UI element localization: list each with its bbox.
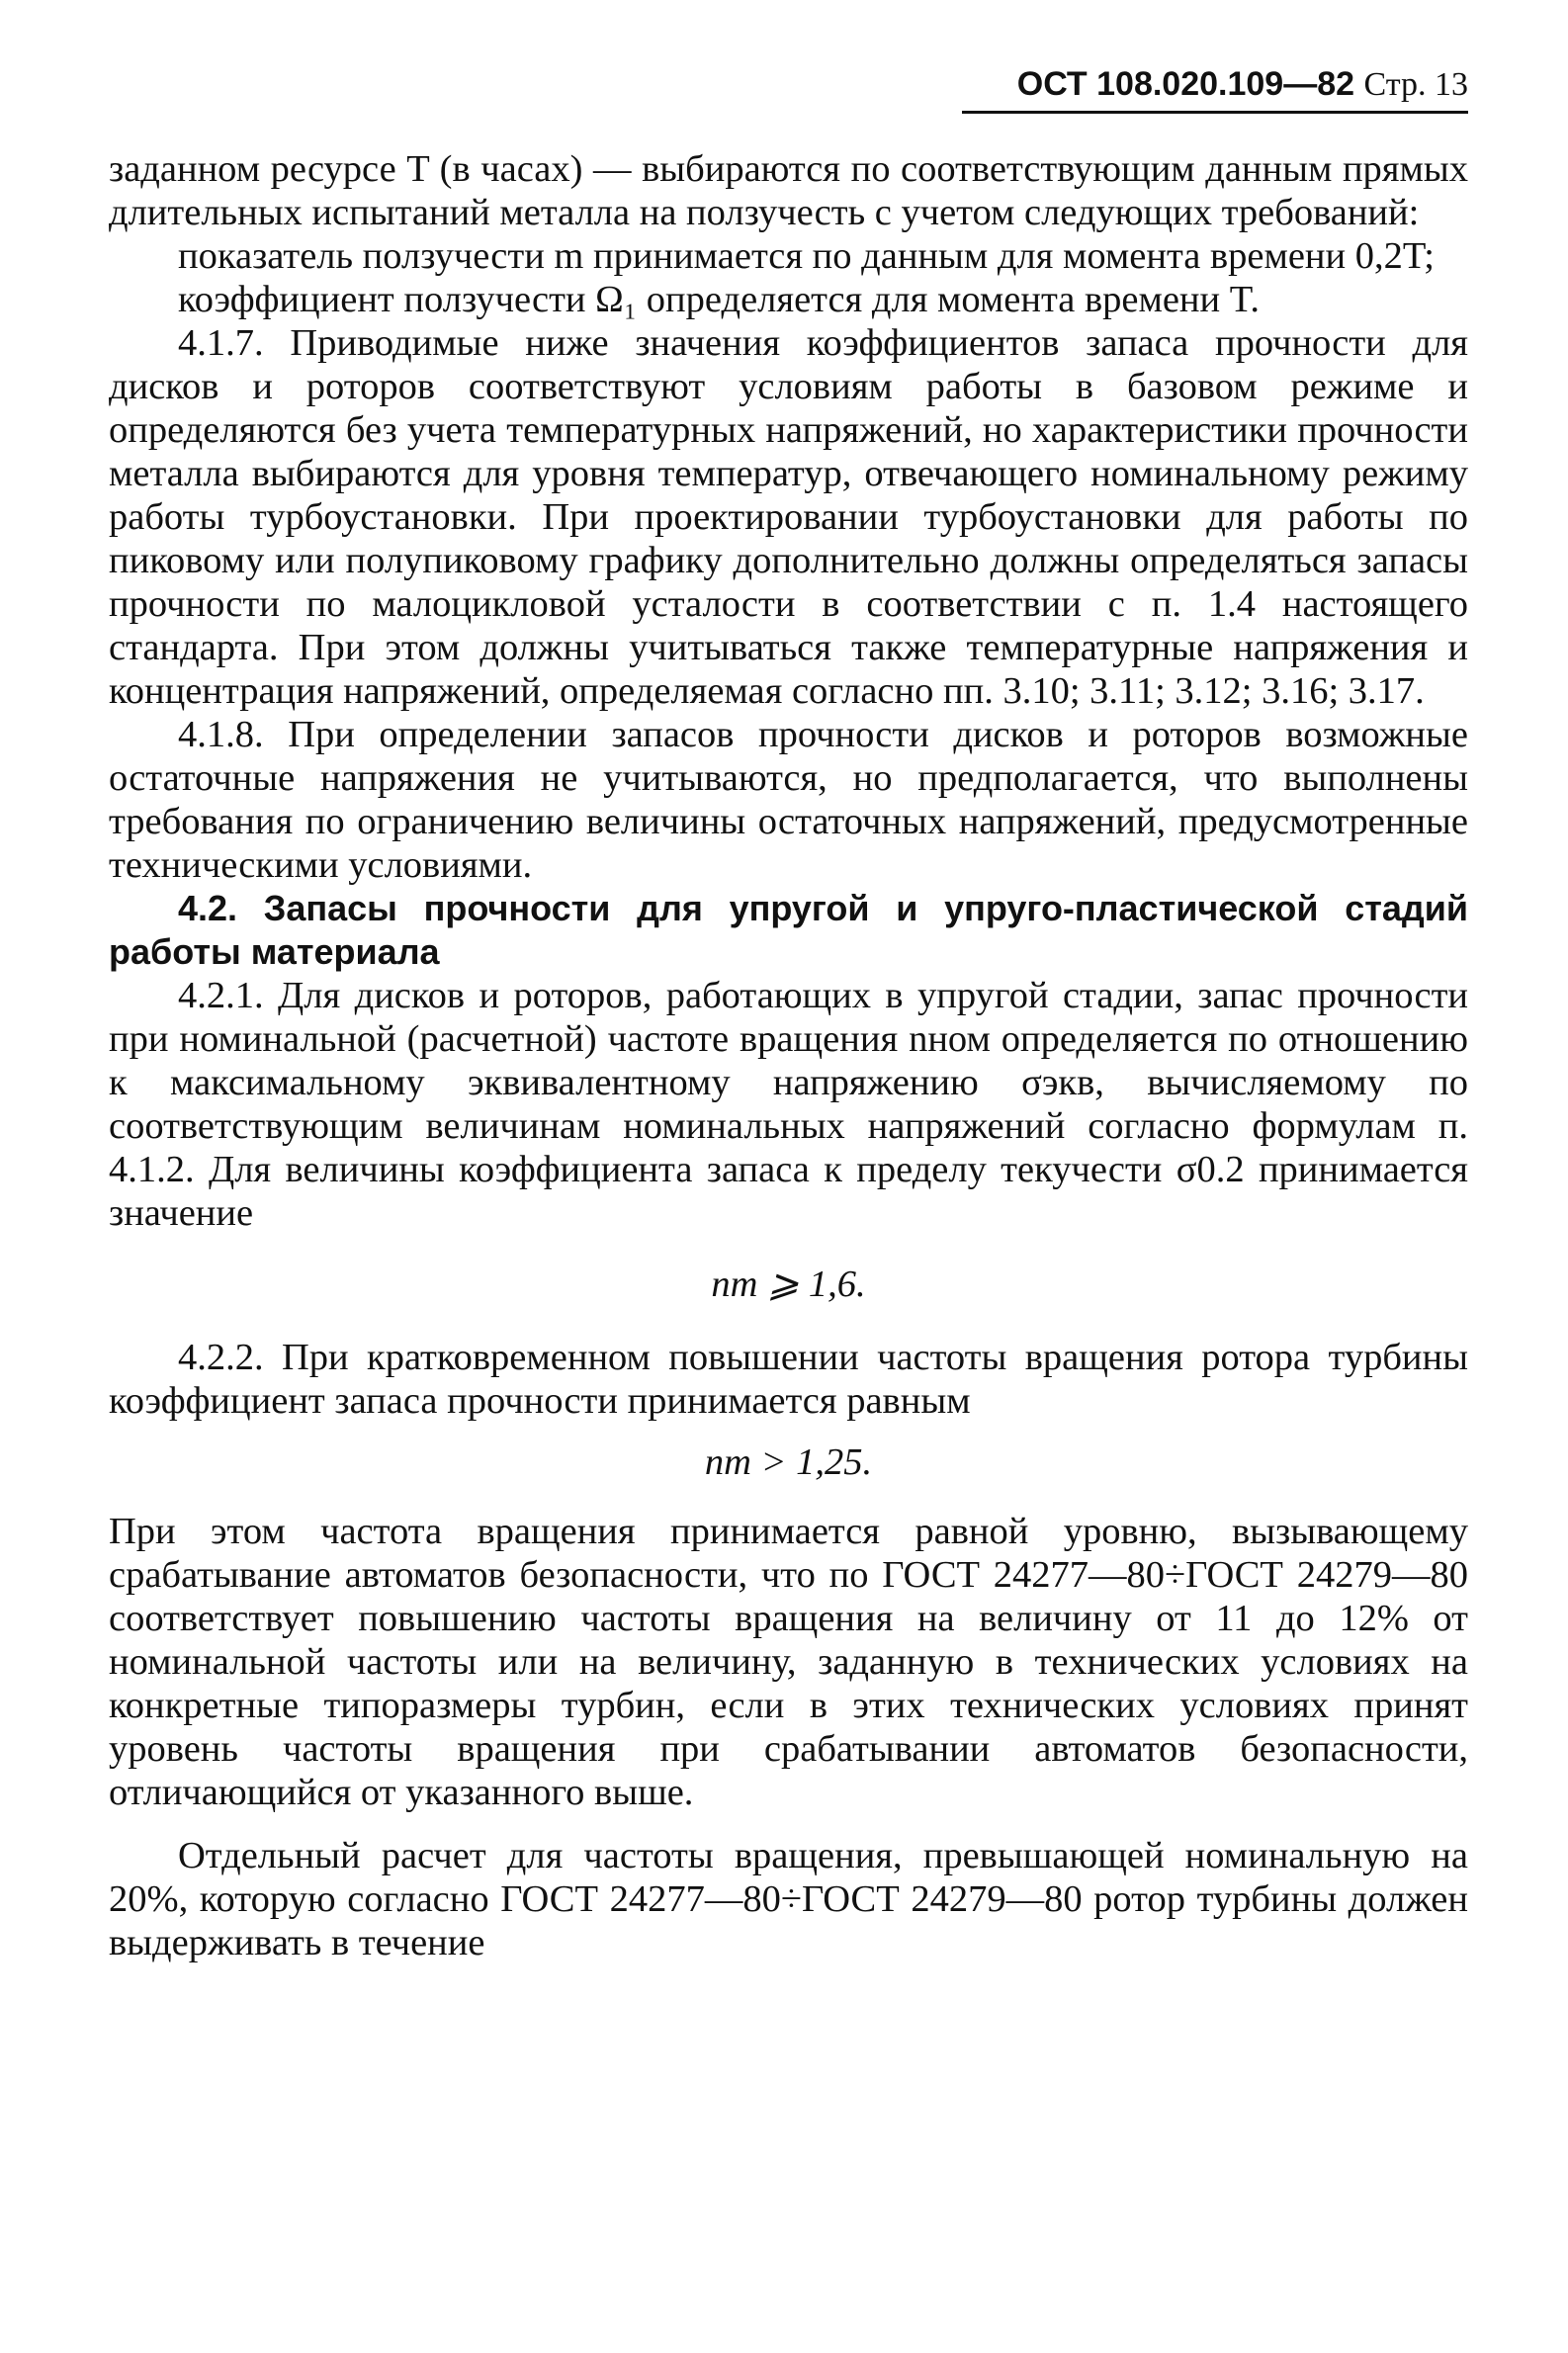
paragraph-creep-coefficient: коэффициент ползучести Ω₁ определяется для момента времени T.: [178, 279, 1261, 320]
paragraph-4-2-1: 4.2.1. Для дисков и роторов, работающих в упругой стадии, запас прочности при номинальной (расчетной) частоте вращения nном определяется по отношению к максимальному эквивалентному напряжению σэкв, вычисляемому по соответствующим величинам номинальных напряжений согласно формулам п. 4.1.2. Для величины коэффициента запаса к пределу текучести σ0.2 принимается значение: [109, 975, 1468, 1234]
document-page: [109, 59, 1468, 1964]
body-text: [109, 147, 1468, 1964]
paragraph-separate-calculation: Отдельный расчет для частоты вращения, превышающей номинальную на 20%, которую согласно ГОСТ 24277—80÷ГОСТ 24279—80 ротор турбины должен выдерживать в течение: [109, 1835, 1468, 1963]
document-reference: ОСТ 108.020.109—82: [1016, 65, 1355, 103]
section-heading-4-2: 4.2. Запасы прочности для упругой и упруго-пластической стадий работы материала: [109, 888, 1468, 972]
paragraph-4-1-8: 4.1.8. При определении запасов прочности дисков и роторов возможные остаточные напряжения не учитываются, но предполагается, что выполнены требования по ограничению величины остаточных напряжений, предусмотренные техническими условиями.: [109, 714, 1468, 886]
page-header: [109, 59, 1468, 114]
formula-safety-factor-1-25: nт > 1,25.: [704, 1441, 873, 1483]
page-number: Стр. 13: [1363, 66, 1468, 103]
header-rule: [962, 111, 1468, 114]
paragraph-overspeed-level: При этом частота вращения принимается равной уровню, вызывающему срабатывание автоматов безопасности, что по ГОСТ 24277—80÷ГОСТ 24279—80 соответствует повышению частоты вращения на величину от 11 до 12% от номинальной частоты или на величину, заданную в технических условиях на конкретные типоразмеры турбин, если в этих технических условиях принят уровень частоты вращения при срабатывании автоматов безопасности, отличающийся от указанного выше.: [109, 1511, 1468, 1813]
paragraph-creep-exponent: показатель ползучести m принимается по данным для момента времени 0,2T;: [178, 235, 1435, 277]
paragraph-resource-continuation: заданном ресурсе T (в часах) — выбираются по соответствующим данным прямых длительных испытаний металла на ползучесть с учетом следующих требований:: [109, 148, 1468, 233]
formula-safety-factor-1-6: nт ⩾ 1,6.: [711, 1264, 866, 1305]
paragraph-4-2-2: 4.2.2. При кратковременном повышении частоты вращения ротора турбины коэффициент запаса прочности принимается равным: [109, 1337, 1468, 1422]
paragraph-4-1-7: 4.1.7. Приводимые ниже значения коэффициентов запаса прочности для дисков и роторов соответствуют условиям работы в базовом режиме и определяются без учета температурных напряжений, но характеристики прочности металла выбираются для уровня температур, отвечающего номинальному режиму работы турбоустановки. При проектировании турбоустановки для работы по пиковому или полупиковому графику дополнительно должны определяться запасы прочности по малоцикловой усталости в соответствии с п. 1.4 настоящего стандарта. При этом должны учитываться также температурные напряжения и концентрация напряжений, определяемая согласно пп. 3.10; 3.11; 3.12; 3.16; 3.17.: [109, 322, 1468, 712]
